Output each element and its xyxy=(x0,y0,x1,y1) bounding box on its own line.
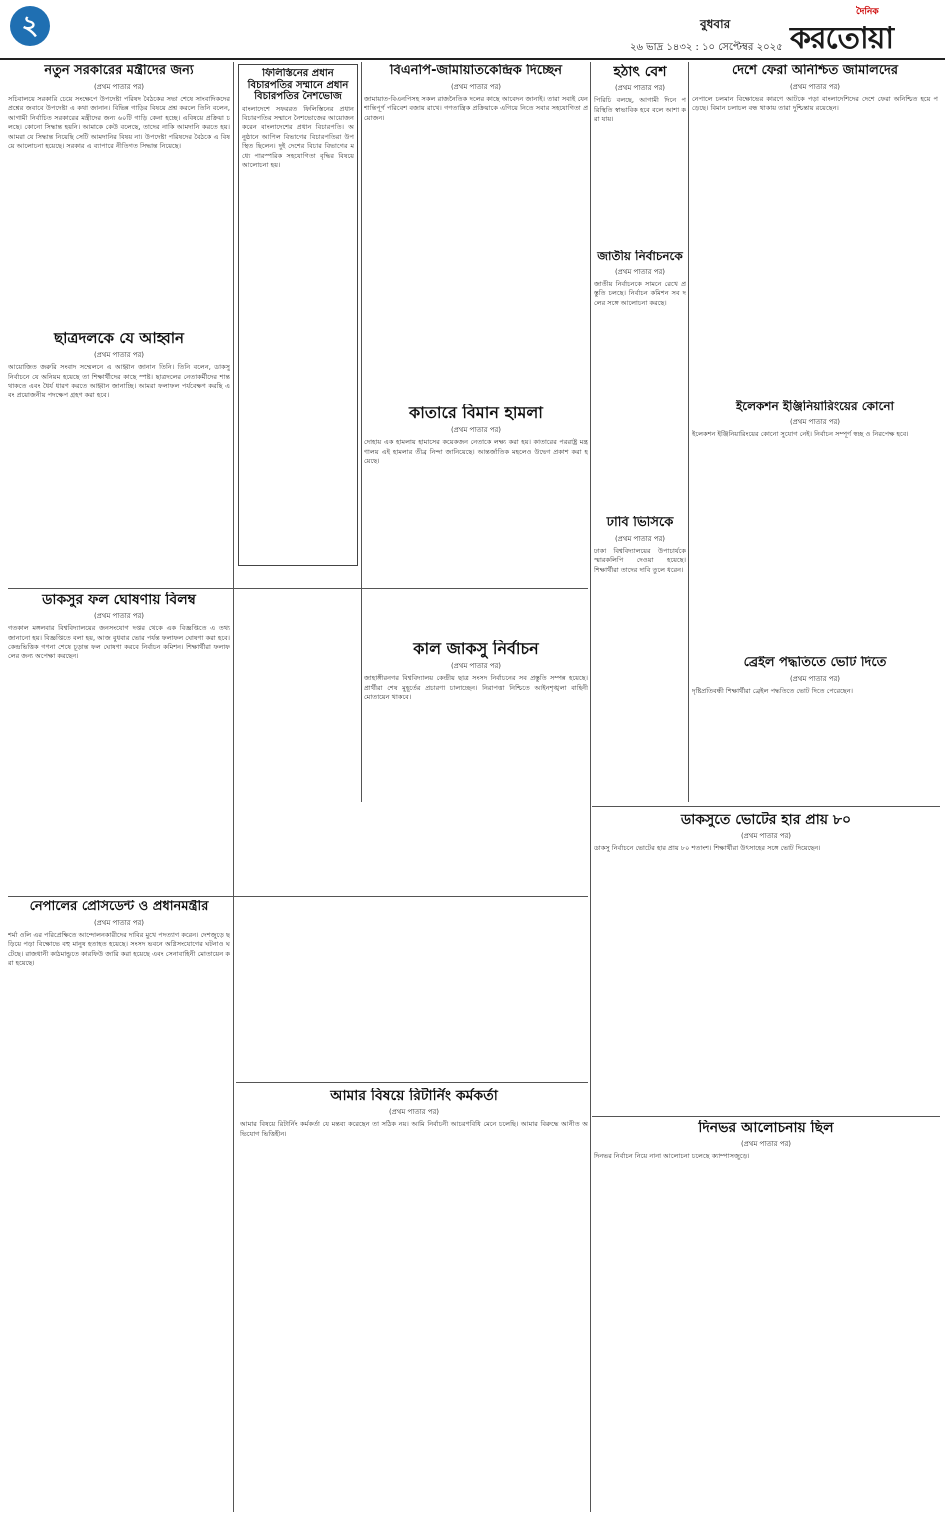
article-d1 xyxy=(594,64,686,244)
body-text: নেপালে চলমান বিক্ষোভের কারণে আটকে পড়া বাংলাদেশিদের দেশে ফেরা অনিশ্চিত হয়ে পড়েছে। বিমান চলাচল বন্ধ থাকায় তারা দুশ্চিন্তায় রয়েছেন। xyxy=(692,94,938,113)
article-c2 xyxy=(364,404,588,634)
body-text: ঢাকা বিশ্ববিদ্যালয়ের উপাচার্যকে স্মারকলিপি দেওয়া হয়েছে। শিক্ষার্থীরা তাদের দাবি তুলে ধরেন। xyxy=(594,546,686,574)
continuation: (প্রথম পাতার পর) xyxy=(450,82,502,91)
continuation: (প্রথম পাতার পর) xyxy=(93,918,145,927)
headline: ফিলিস্তিনের প্রধান বিচারপতির সম্মানে প্রধান বিচারপতির নৈশভোজ xyxy=(247,68,349,102)
body-text: জাতীয় নির্বাচনকে সামনে রেখে প্রস্তুতি চলছে। নির্বাচন কমিশন সব দলের সঙ্গে আলোচনা করছে। xyxy=(594,279,686,307)
headline: আমার বিষয়ে রিটার্নিং কর্মকর্তা xyxy=(330,1088,498,1104)
body-text: শর্মা ওলি এর পরিপ্রেক্ষিতে আন্দোলনকারীদের দাবির মুখে পদত্যাগ করেন। দেশজুড়ে ছড়িয়ে পড়া বিক্ষোভে বহু মানুষ হতাহত হয়েছে। সংসদ ভবনে অগ্নিসংযোগের ঘটনাও ঘটেছে। রাজধানী কাঠমান্ডুতে কারফিউ জারি করা হয়েছে এবং সেনাবাহিনী মোতায়েন করা হয়েছে। xyxy=(8,930,230,968)
body-text: আয়োজিত জরুরি সংবাদ সম্মেলনে এ আহ্বান জানান তিনি। তিনি বলেন, ডাকসু নির্বাচনে যে অনিয়ম হয়েছে তা শিক্ষার্থীদের কাছে স্পষ্ট। ছাত্রদলের নেতাকর্মীদের শান্ত থাকতে এবং ধৈর্য ধারণ করতে আহ্বান জানাচ্ছি। আমরা ফলাফল পর্যবেক্ষণ করছি এবং প্রয়োজনীয় পদক্ষেপ গ্রহণ করা হবে। xyxy=(8,363,230,400)
headline: ইলেকশন ইঞ্জিনিয়ারিংয়ের কোনো xyxy=(736,400,894,413)
headline: ঢাবি ভিসিকে xyxy=(606,516,674,530)
column-divider xyxy=(590,62,591,1512)
article-e3 xyxy=(692,656,938,801)
article-d3 xyxy=(594,516,686,796)
body-text: পিরিচি বলছে, আগামী দিনে পরিস্থিতি স্বাভাবিক হবে বলে আশা করা যায়। xyxy=(594,96,686,123)
continuation: (প্রথম পাতার পর) xyxy=(789,674,841,683)
article-a1 xyxy=(8,64,230,324)
body-text: আমার বিষয়ে রিটার্নিং কর্মকর্তা যে মন্তব্য করেছেন তা সঠিক নয়। আমি নির্বাচনী আচরণবিধি মেনে চলেছি। আমার বিরুদ্ধে আনীত অভিযোগ ভিত্তিহীন। xyxy=(240,1120,588,1138)
body-text: জামায়াত-বিএনপিসহ সকল রাজনৈতিক দলের কাছে আবেদন জানাই। তারা সবাই যেন শান্তিপূর্ণ পরিবেশ বজায় রাখে। গণতান্ত্রিক প্রক্রিয়াকে এগিয়ে নিতে সবার সহযোগিতা প্রয়োজন। xyxy=(364,94,588,122)
headline: ছাত্রদলকে যে আহ্বান xyxy=(53,330,184,347)
continuation: (প্রথম পাতার পর) xyxy=(388,1108,440,1117)
section-rule xyxy=(236,1082,588,1083)
continuation: (প্রথম পাতার পর) xyxy=(93,351,145,360)
article-d2 xyxy=(594,250,686,510)
article-c3 xyxy=(364,640,588,1040)
continuation: (প্রথম পাতার পর) xyxy=(450,426,502,435)
article-b1 xyxy=(242,68,354,560)
day-label: বুধবার xyxy=(700,17,731,31)
date-label: ২৬ ভাদ্র ১৪৩২ : ১০ সেপ্টেম্বর ২০২৫ xyxy=(630,42,783,53)
headline: জাতীয় নির্বাচনকে xyxy=(597,250,683,263)
headline: কাতারে বিমান হামলা xyxy=(409,404,543,422)
continuation: (প্রথম পাতার পর) xyxy=(740,832,792,841)
article-e2 xyxy=(692,400,938,650)
header-rule xyxy=(0,58,945,60)
body-text: জাহাঙ্গীরনগর বিশ্ববিদ্যালয় কেন্দ্রীয় ছাত্র সংসদ নির্বাচনের সব প্রস্তুতি সম্পন্ন হয়েছে। প্রার্থীরা শেষ মুহূর্তের প্রচারণা চালাচ্ছেন। নিরাপত্তা নিশ্চিতে আইনশৃঙ্খলা বাহিনী মোতায়েন থাকবে। xyxy=(364,674,588,702)
headline: হঠাৎ বেশ xyxy=(613,64,667,80)
headline: ডাকসুতে ভোটের হার প্রায় ৮০ xyxy=(680,812,852,828)
newspaper-logo xyxy=(790,4,940,56)
page-header xyxy=(0,0,945,58)
article-a4 xyxy=(8,900,230,1512)
continuation: (প্রথম পাতার পর) xyxy=(614,267,666,276)
continuation: (প্রথম পাতার পর) xyxy=(789,82,841,91)
continuation: (প্রথম পাতার পর) xyxy=(450,662,502,671)
headline: বিএনপি-জামায়াতকেন্দ্রিক দিচ্ছেন xyxy=(389,64,563,78)
page-number: ২ xyxy=(10,6,50,46)
body-text: সচিবালয়ে সরকারি চেয়ে সংক্ষেপে উপদেষ্টা পরিষদ বৈঠকের সভা শেষে সাংবাদিকদের প্রশ্নের জবাবে উপদেষ্টা এ কথা জানান। বিভিন্ন গাড়ির বিষয়ে প্রশ্ন করলে তিনি বলেন, আগামী নির্বাচিত সরকারের মন্ত্রীদের জন্য ৬০টি গাড়ি কেনা হচ্ছে। এবিষয়ে প্রক্রিয়া চলছে। কোনো সিদ্ধান্ত হয়নি। আমাকে কেউ বলেছে, তাদের নাকি আমদানি করতে হয়। আমরা যে সিদ্ধান্ত নিয়েছি সেটি আমদানির বিষয় না। উপদেষ্টা পরিষদের বৈঠকে এ বিষয়ে আলোচনা হয়েছে। সরকার এ ব্যাপারে নীতিগত সিদ্ধান্ত নিয়েছে। xyxy=(8,94,230,150)
continuation: (প্রথম পাতার পর) xyxy=(93,82,145,91)
article-f2 xyxy=(594,1120,938,1512)
article-a3 xyxy=(8,592,230,892)
article-a2 xyxy=(8,330,230,580)
article-e1 xyxy=(692,64,938,394)
continuation: (প্রথম পাতার পর) xyxy=(614,84,666,93)
continuation: (প্রথম পাতার পর) xyxy=(740,1140,792,1149)
headline: দেশে ফেরা অনিশ্চিত জামালদের xyxy=(731,64,899,78)
logo-big: করতোয়া xyxy=(790,21,894,56)
body-text: দিনভর নির্বাচন নিয়ে নানা আলোচনা চলেছে ক্যাম্পাসজুড়ে। xyxy=(594,1152,750,1161)
column-divider xyxy=(233,62,234,1512)
article-c4 xyxy=(240,1088,588,1512)
section-rule xyxy=(592,806,940,807)
headline: ব্রেইল পদ্ধতিতে ভোট দিতে xyxy=(743,656,887,670)
body-text: ডাকসু নির্বাচনে ভোটের হার প্রায় ৮০ শতাংশ। শিক্ষার্থীরা উৎসাহের সঙ্গে ভোট দিয়েছেন। xyxy=(594,844,821,853)
section-rule xyxy=(592,1116,940,1117)
continuation: (প্রথম পাতার পর) xyxy=(614,534,666,543)
body-text: গতকাল মঙ্গলবার বিশ্ববিদ্যালয়ের জনসংযোগ দপ্তর থেকে এক বিজ্ঞপ্তিতে এ তথ্য জানানো হয়। বিজ্ঞপ্তিতে বলা হয়, আজ বুধবার ভোর পর্যন্ত ফলাফল ঘোষণা করা হবে। কেন্দ্রভিত্তিক গণনা শেষে চূড়ান্ত ফল ঘোষণা করবে নির্বাচন কমিশন। শিক্ষার্থীরা ফলাফলের জন্য অপেক্ষা করছেন। xyxy=(8,624,230,661)
column-divider xyxy=(361,62,362,802)
continuation: (প্রথম পাতার পর) xyxy=(789,417,841,426)
article-c1 xyxy=(364,64,588,399)
headline: নতুন সরকারের মন্ত্রীদের জন্য xyxy=(44,64,194,78)
body-text: ইলেকশন ইঞ্জিনিয়ারিংয়ের কোনো সুযোগ নেই। নির্বাচন সম্পূর্ণ স্বচ্ছ ও নিরপেক্ষ হবে। xyxy=(692,429,909,438)
continuation: (প্রথম পাতার পর) xyxy=(93,612,145,621)
headline: ডাকসুর ফল ঘোষণায় বিলম্ব xyxy=(42,592,196,608)
body-text: দৃষ্টিপ্রতিবন্ধী শিক্ষার্থীরা ব্রেইল পদ্ধতিতে ভোট দিতে পেরেছেন। xyxy=(692,686,854,695)
column-divider xyxy=(688,62,689,802)
headline: দিনভর আলোচনায় ছিল xyxy=(698,1120,834,1136)
body-text: বাংলাদেশে সফররত ফিলিস্তিনের প্রধান বিচারপতির সম্মানে নৈশভোজের আয়োজন করেন বাংলাদেশের প্রধান বিচারপতি। অনুষ্ঠানে আপিল বিভাগের বিচারপতিরা উপস্থিত ছিলেন। দুই দেশের বিচার বিভাগের মধ্যে পারস্পরিক সহযোগিতা বৃদ্ধির বিষয়ে আলোচনা হয়। xyxy=(242,104,354,169)
body-text: দোহায় এক হামলায় হামাসের কয়েকজন নেতাকে লক্ষ্য করা হয়। কাতারের পররাষ্ট্র মন্ত্রণালয় এই হামলার তীব্র নিন্দা জানিয়েছে। আন্তর্জাতিক মহলেও উদ্বেগ প্রকাশ করা হয়েছে। xyxy=(364,438,588,466)
headline: নেপালের প্রেসিডেন্ট ও প্রধানমন্ত্রীর xyxy=(29,900,209,914)
article-f1 xyxy=(594,812,938,1112)
logo-small: দৈনিক xyxy=(856,7,879,17)
headline: কাল জাকসু নির্বাচন xyxy=(413,640,539,658)
